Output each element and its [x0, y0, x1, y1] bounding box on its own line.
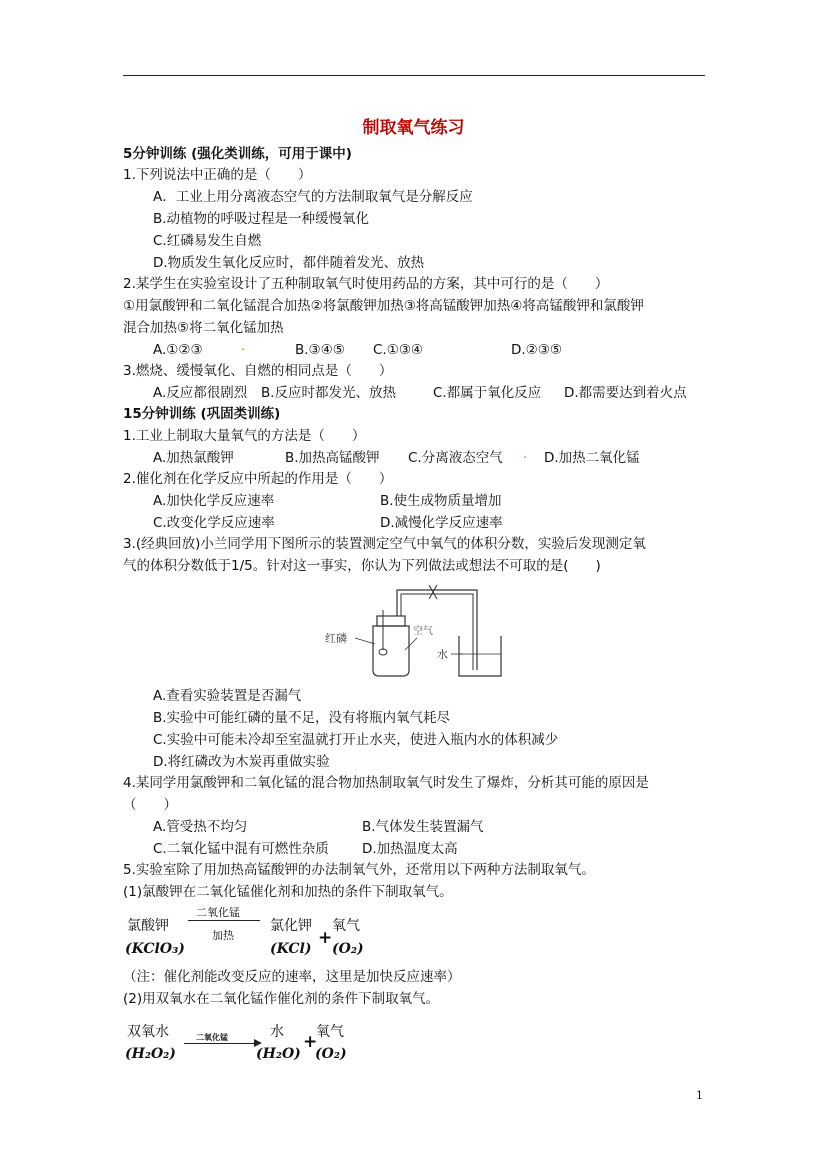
p4-option-c: C.二氧化锰中混有可燃性杂质: [153, 841, 329, 857]
q2-stem: 2.某学生在实验室设计了五种制取氧气时使用药品的方案，其中可行的是（ ）: [123, 276, 609, 292]
eq2-product1: 水: [270, 1024, 284, 1040]
p4-option-b: B.气体发生装置漏气: [362, 819, 484, 835]
q3-option-c: C.都属于氧化反应: [433, 385, 542, 401]
p3-option-c: C.实验中可能未冷却至室温就打开止水夹，使进入瓶内水的体积减少: [153, 732, 559, 748]
header-rule: [123, 75, 705, 76]
eq1-reactant: 氯酸钾: [127, 918, 169, 934]
fig-label-water: 水: [437, 648, 448, 661]
q3-stem: 3.燃烧、缓慢氧化、自燃的相同点是（ ）: [123, 363, 393, 379]
fig-label-phosphorus: 红磷: [325, 632, 347, 645]
section-heading-15min: 15分钟训练 (巩固类训练): [123, 406, 281, 422]
apparatus-figure: [325, 580, 515, 680]
decorative-dot: .: [241, 339, 246, 354]
section-heading-5min: 5分钟训练 (强化类训练，可用于课中): [123, 146, 352, 162]
fig-label-air: 空气: [413, 626, 433, 637]
q3-option-b: B.反应时都发光、放热: [261, 385, 397, 401]
q1-option-c: C.红磷易发生自燃: [153, 233, 262, 249]
q2-option-a: A.①②③: [153, 342, 203, 358]
beaker: [459, 636, 501, 676]
p3-stem-line1: 3.(经典回放)小兰同学用下图所示的装置测定空气中氧气的体积分数，实验后发现测定氧: [123, 536, 646, 552]
p5-sub1: (1)氯酸钾在二氧化锰催化剂和加热的条件下制取氧气。: [123, 884, 453, 900]
eq2-reactant: 双氧水: [127, 1024, 169, 1040]
eq1-product1: 氯化钾: [270, 918, 312, 934]
eq1-reactant-formula: (KClO₃): [125, 941, 185, 957]
p3-option-d: D.将红磷改为木炭再重做实验: [153, 754, 330, 770]
q2-choices-line2: 混合加热⑤将二氧化锰加热: [123, 320, 284, 336]
q2-option-d: D.②③⑤: [511, 342, 562, 358]
p4-stem-line2: （ ）: [123, 797, 177, 813]
p1-option-b: B.加热高锰酸钾: [285, 450, 380, 466]
p2-option-c: C.改变化学反应速率: [153, 515, 275, 531]
eq2-product2: 氧气: [316, 1024, 344, 1040]
eq1-condition-bottom: 加热: [212, 929, 234, 942]
q2-option-c: C.①③④: [373, 342, 424, 358]
eq2-arrow: [184, 1043, 256, 1044]
p5-note: （注：催化剂能改变反应的速率，这里是加快反应速率）: [123, 969, 461, 985]
eq1-product2-formula: (O₂): [332, 941, 364, 957]
q3-option-a: A.反应都很剧烈: [153, 385, 248, 401]
p2-option-d: D.减慢化学反应速率: [380, 515, 503, 531]
eq2-condition-top: 二氧化锰: [196, 1033, 228, 1042]
p2-option-b: B.使生成物质量增加: [380, 493, 502, 509]
p1-option-a: A.加热氯酸钾: [153, 450, 234, 466]
p1-stem: 1.工业上制取大量氧气的方法是（ ）: [123, 428, 366, 444]
q1-option-a: A．工业上用分离液态空气的方法制取氧气是分解反应: [153, 189, 473, 205]
eq1-product1-formula: (KCl): [270, 941, 312, 957]
q3-option-d: D.都需要达到着火点: [564, 385, 687, 401]
p1-option-d: D.加热二氧化锰: [544, 450, 640, 466]
q2-option-b: B.③④⑤: [295, 342, 345, 358]
p5-sub2: (2)用双氧水在二氧化锰作催化剂的条件下制取氧气。: [123, 991, 440, 1007]
eq2-product1-formula: (H₂O): [256, 1046, 301, 1062]
p2-option-a: A.加快化学反应速率: [153, 493, 275, 509]
p3-stem-line2: 气的体积分数低于1/5。针对这一事实，你认为下列做法或想法不可取的是( ): [123, 558, 601, 574]
decorative-dot: .: [523, 447, 528, 462]
p3-option-a: A.查看实验装置是否漏气: [153, 688, 302, 704]
p4-option-a: A.管受热不均匀: [153, 819, 248, 835]
eq2-product2-formula: (O₂): [315, 1046, 347, 1062]
eq1-plus: +: [318, 928, 333, 948]
eq1-arrow: [188, 920, 260, 921]
p4-option-d: D.加热温度太高: [362, 841, 458, 857]
flask: [373, 626, 409, 676]
p5-stem: 5.实验室除了用加热高锰酸钾的办法制氧气外，还常用以下两种方法制取氧气。: [123, 862, 595, 878]
p3-option-b: B.实验中可能红磷的量不足，没有将瓶内氧气耗尽: [153, 710, 451, 726]
q1-stem: 1.下列说法中正确的是（ ）: [123, 167, 312, 183]
page-number: 1: [696, 1089, 703, 1102]
bottle-stopper: [377, 616, 405, 626]
eq1-condition-top: 二氧化锰: [196, 906, 240, 919]
eq2-plus: +: [303, 1032, 318, 1052]
q1-option-d: D.物质发生氧化反应时，都伴随着发光、放热: [153, 255, 425, 271]
p2-stem: 2.催化剂在化学反应中所起的作用是（ ）: [123, 471, 393, 487]
eq2-reactant-formula: (H₂O₂): [125, 1046, 176, 1062]
p4-stem-line1: 4.某同学用氯酸钾和二氧化锰的混合物加热制取氧气时发生了爆炸，分析其可能的原因是: [123, 775, 649, 791]
p1-option-c: C.分离液态空气: [408, 450, 503, 466]
page-title: 制取氧气练习: [362, 118, 465, 138]
eq1-product2: 氧气: [332, 918, 360, 934]
q2-choices-line1: ①用氯酸钾和二氧化锰混合加热②将氯酸钾加热③将高锰酸钾加热④将高锰酸钾和氯酸钾: [123, 298, 644, 314]
q1-option-b: B.动植物的呼吸过程是一种缓慢氧化: [153, 211, 370, 227]
